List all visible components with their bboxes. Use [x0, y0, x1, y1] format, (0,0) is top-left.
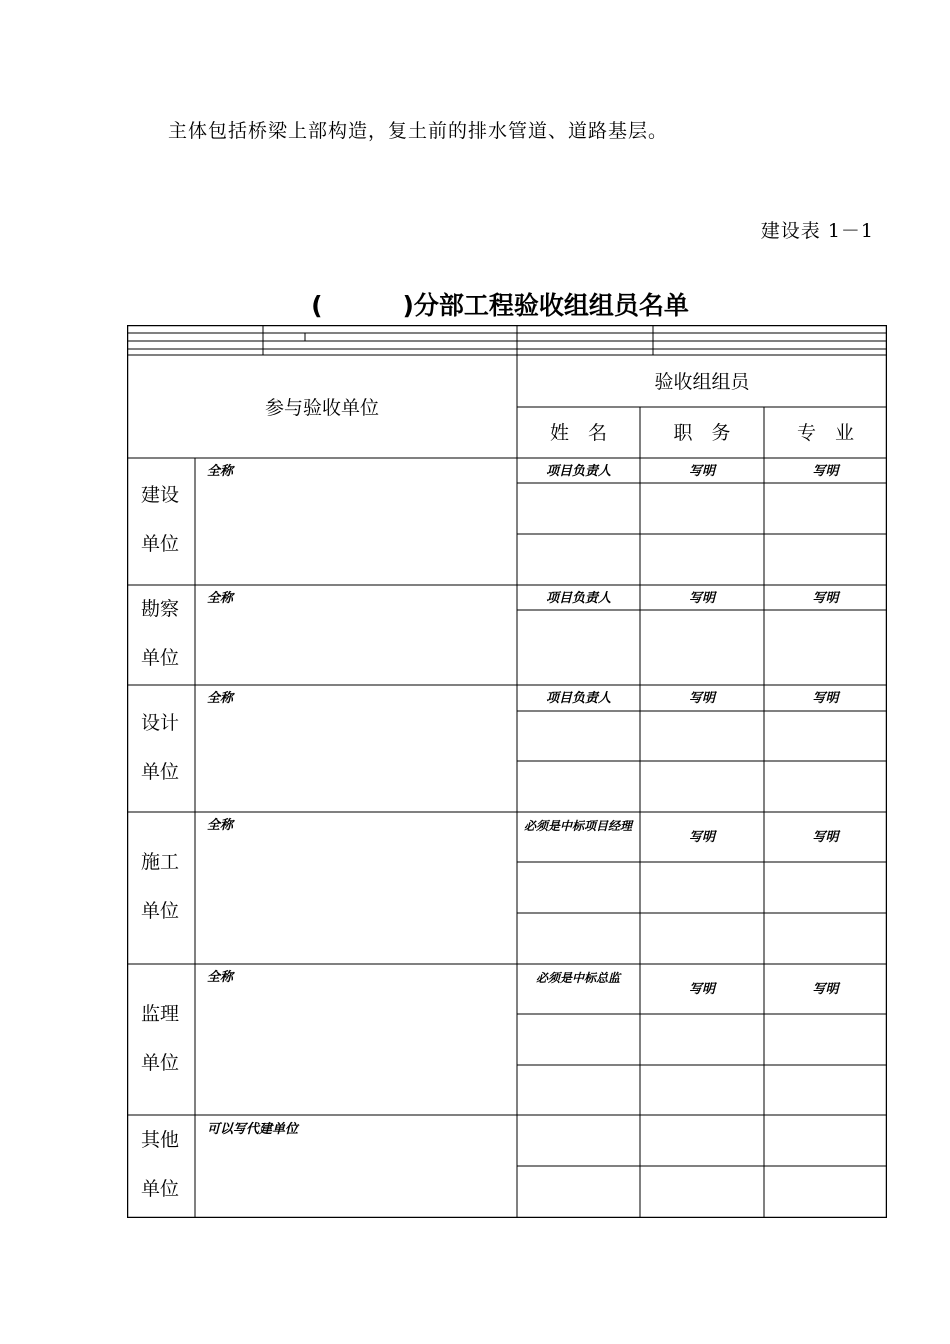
section-label-other-unit: 单位 [141, 1178, 180, 1200]
role-hint[interactable]: 必须是中标项目经理 [523, 819, 632, 833]
section-label-other: 其他 [141, 1129, 180, 1151]
header-acceptance-members: 验收组组员 [654, 371, 750, 393]
section-label-survey: 勘察 [141, 598, 180, 620]
specialty-hint[interactable]: 写明 [812, 982, 839, 997]
title-open-paren: ( [311, 291, 323, 320]
position-hint[interactable]: 写明 [688, 464, 715, 479]
member-table [127, 325, 887, 1218]
header-name: 姓 名 [549, 422, 607, 444]
specialty-hint[interactable]: 写明 [812, 464, 839, 479]
intro-text: 主体包括桥梁上部构造，复土前的排水管道、道路基层。 [168, 120, 669, 142]
section-label-construction-unit: 单位 [141, 533, 180, 555]
specialty-hint[interactable]: 写明 [812, 591, 839, 606]
specialty-hint[interactable]: 写明 [812, 830, 839, 845]
form-reference: 建设表 1－1 [760, 220, 874, 242]
section-label-design: 设计 [141, 712, 180, 734]
header-participating-unit: 参与验收单位 [264, 397, 379, 419]
role-hint[interactable]: 项目负责人 [545, 464, 611, 479]
role-hint[interactable]: 必须是中标总监 [535, 971, 620, 985]
form-title [0, 286, 950, 322]
section-label-construction: 建设 [141, 484, 180, 506]
unit-fullname-hint[interactable]: 可以写代建单位 [207, 1122, 299, 1137]
unit-fullname-hint[interactable]: 全称 [207, 691, 234, 706]
position-hint[interactable]: 写明 [688, 982, 715, 997]
table-grid [127, 325, 887, 1218]
header-specialty: 专 业 [796, 422, 854, 444]
position-hint[interactable]: 写明 [688, 830, 715, 845]
role-hint[interactable]: 项目负责人 [545, 691, 611, 706]
section-label-design-unit: 单位 [141, 761, 180, 783]
unit-fullname-hint[interactable]: 全称 [207, 970, 234, 985]
unit-fullname-hint[interactable]: 全称 [207, 818, 234, 833]
section-label-survey-unit: 单位 [141, 647, 180, 669]
title-suffix: )分部工程验收组组员名单 [402, 291, 689, 320]
section-label-supervision-unit: 单位 [141, 1052, 180, 1074]
section-label-supervision: 监理 [141, 1003, 180, 1025]
section-label-contractor-unit: 单位 [141, 900, 180, 922]
header-position: 职 务 [673, 422, 731, 444]
section-label-contractor: 施工 [141, 851, 180, 873]
role-hint[interactable]: 项目负责人 [545, 591, 611, 606]
specialty-hint[interactable]: 写明 [812, 691, 839, 706]
unit-fullname-hint[interactable]: 全称 [207, 464, 234, 479]
position-hint[interactable]: 写明 [688, 691, 715, 706]
unit-fullname-hint[interactable]: 全称 [207, 591, 234, 606]
position-hint[interactable]: 写明 [688, 591, 715, 606]
